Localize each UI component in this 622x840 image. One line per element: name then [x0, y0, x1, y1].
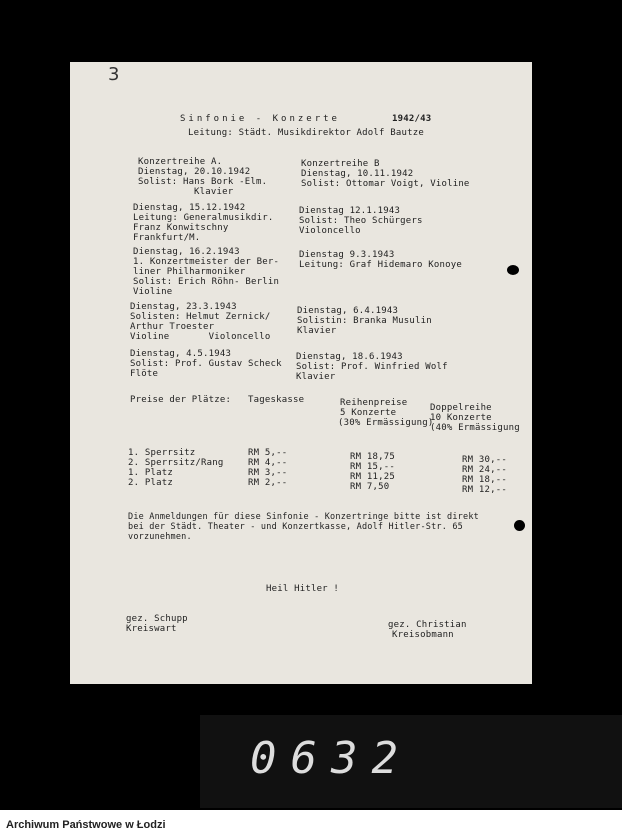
frame-number: 0632: [250, 733, 412, 784]
signature-right: gez. Christian Kreisobmann: [388, 620, 467, 640]
concert-right-2: Dienstag 9.3.1943 Leitung: Graf Hidemaro Konoye: [299, 250, 462, 270]
greeting: Heil Hitler !: [266, 584, 340, 594]
col-reihe-3: (30% Ermässigung): [338, 418, 434, 428]
signature-left: gez. Schupp Kreiswart: [126, 614, 188, 634]
price-row: 1. Platz RM 3,-- RM 11,25 RM 18,--: [128, 468, 507, 485]
series-b: Konzertreihe B Dienstag, 10.11.1942 Solist: Ottomar Voigt, Violine: [301, 159, 470, 189]
title: Sinfonie - Konzerte: [180, 114, 340, 124]
concert-left-3: Dienstag, 23.3.1943 Solisten: Helmut Zernick/ Arthur Troester Violine Violoncello: [130, 302, 271, 342]
concert-left-4: Dienstag, 4.5.1943 Solist: Prof. Gustav Scheck Flöte: [130, 349, 282, 379]
title-year: 1942/43: [392, 114, 432, 124]
price-heading: Preise der Plätze:: [130, 395, 232, 405]
concert-right-1: Dienstag 12.1.1943 Solist: Theo Schürgers Violoncello: [299, 206, 423, 236]
notice: Die Anmeldungen für diese Sinfonie - Konzertringe bitte ist direkt bei der Städt. Theater - und Konzertkasse, Adolf Hitler-Str. 65 vorzunehmen.: [128, 512, 479, 542]
col-doppel-1: Doppelreihe: [430, 403, 492, 413]
concert-left-1: Dienstag, 15.12.1942 Leitung: Generalmusikdir. Franz Konwitschny Frankfurt/M.: [133, 203, 274, 243]
archive-footer: [0, 810, 622, 840]
punch-hole: [514, 520, 525, 531]
price-row: 1. Sperrsitz RM 5,-- RM 18,75 RM 30,--: [128, 448, 507, 465]
col-reihe-2: 5 Konzerte: [340, 408, 397, 418]
archive-name: Archiwum Państwowe w Łodzi: [6, 819, 166, 831]
col-tageskasse: Tageskasse: [248, 395, 305, 405]
document-page: [70, 62, 532, 684]
page-mark: 3: [108, 64, 120, 85]
price-row: 2. Sperrsitz/Rang RM 4,-- RM 15,-- RM 24,--: [128, 458, 507, 475]
concert-right-4: Dienstag, 18.6.1943 Solist: Prof. Winfried Wolf Klavier: [296, 352, 448, 382]
conductor-line: Leitung: Städt. Musikdirektor Adolf Bautze: [188, 128, 424, 138]
punch-hole: [507, 265, 519, 275]
col-reihe-1: Reihenpreise: [340, 398, 408, 408]
frame-number-bar: [200, 715, 622, 808]
series-a: Konzertreihe A. Dienstag, 20.10.1942 Solist: Hans Bork -Elm. Klavier: [138, 157, 268, 197]
concert-right-3: Dienstag, 6.4.1943 Solistin: Branka Musulin Klavier: [297, 306, 432, 336]
price-row: 2. Platz RM 2,-- RM 7,50 RM 12,--: [128, 478, 507, 495]
concert-left-2: Dienstag, 16.2.1943 1. Konzertmeister der Ber- liner Philharmoniker Solist: Erich Röhn- Berlin Violine: [133, 247, 280, 297]
col-doppel-2: 10 Konzerte: [430, 413, 492, 423]
col-doppel-3: (40% Ermässigung: [430, 423, 520, 433]
